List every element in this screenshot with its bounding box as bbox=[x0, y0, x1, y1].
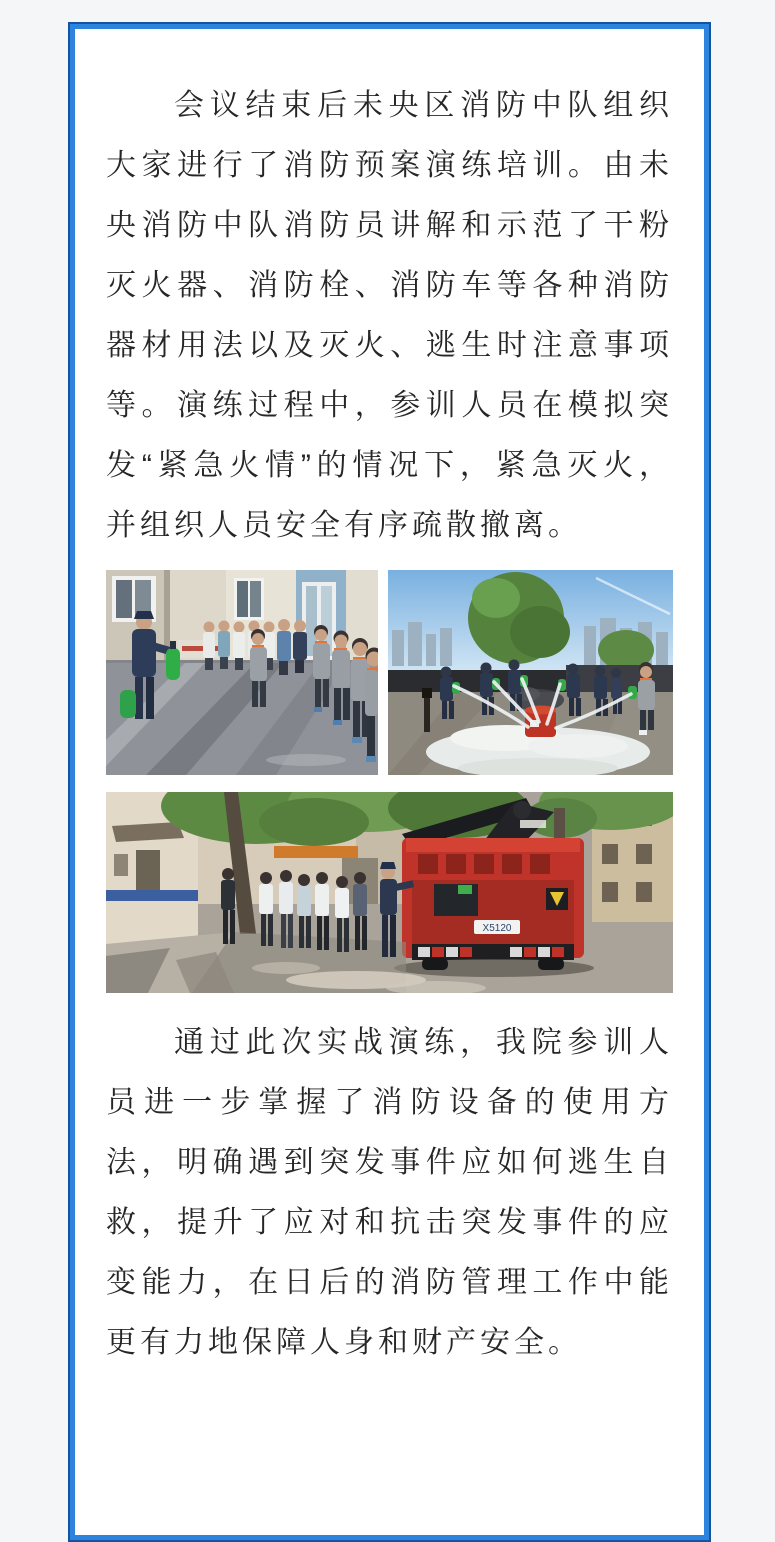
photo-row bbox=[106, 570, 673, 775]
svg-text:X5120: X5120 bbox=[482, 923, 512, 934]
photo-fire-truck bbox=[106, 792, 673, 993]
article-frame bbox=[68, 22, 711, 1542]
photo-extinguisher-demo-illustration bbox=[106, 570, 378, 775]
photo-rooftop-drill-illustration bbox=[388, 570, 673, 775]
photo-rooftop-drill bbox=[388, 570, 673, 775]
photo-fire-truck-illustration bbox=[106, 792, 673, 993]
paragraph-drill-training: 会议结束后未央区消防中队组织大家进行了消防预案演练培训。由未央消防中队消防员讲解和示范了干粉灭火器、消防栓、消防车等各种消防器材用法以及灭火、逃生时注意事项等。演练过程中，参训人员在模拟突发“紧急火情”的情况下，紧急灭火，并组织人员安全有序疏散撤离。 bbox=[106, 89, 673, 542]
photo-extinguisher-demo bbox=[106, 570, 378, 775]
paragraph-drill-summary: 通过此次实战演练，我院参训人员进一步掌握了消防设备的使用方法，明确遇到突发事件应如何逃生自救，提升了应对和抗击突发事件的应变能力，在日后的消防管理工作中能更有力地保障人身和财产安全。 bbox=[106, 1026, 673, 1359]
article-frame-inner bbox=[70, 24, 709, 1540]
article-body bbox=[75, 29, 704, 1373]
